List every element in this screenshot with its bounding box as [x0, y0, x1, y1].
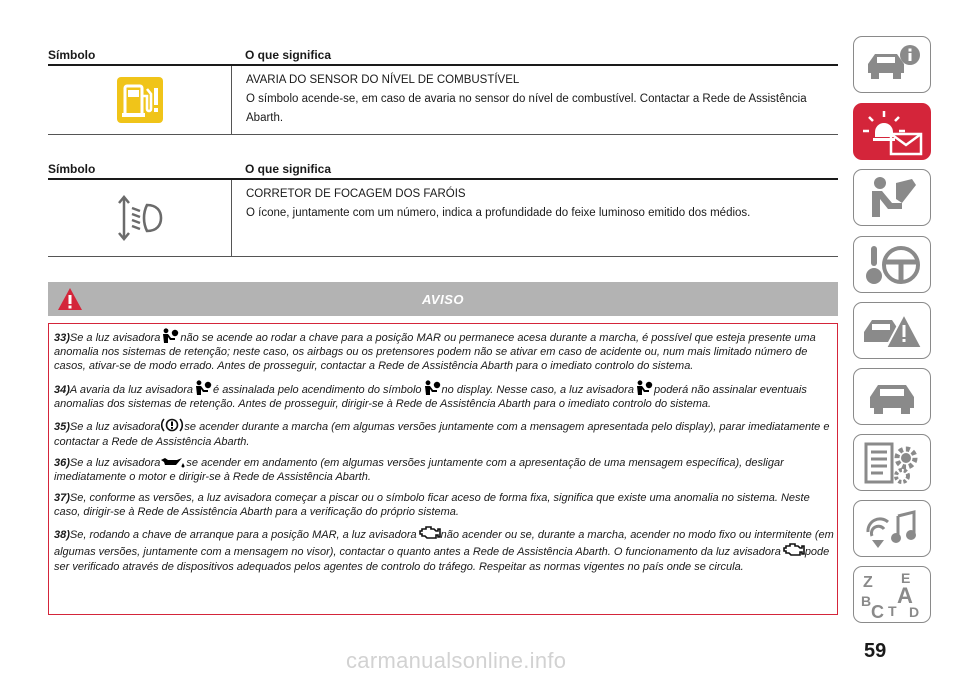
side-tab-maintenance[interactable]: [853, 368, 931, 425]
note-37: 37)Se, conforme as versões, a luz avisadora começar a piscar ou o símbolo ficar aceso de forma fixa, significa que existe uma anomalia no sistema. Neste caso, dirigir-se à Rede de Assistência Abarth para a verificação do próprio sistema.: [54, 491, 810, 518]
car-maintenance-icon: [860, 374, 924, 420]
table-header: [48, 156, 838, 178]
header-symbol: Símbolo: [48, 48, 96, 62]
table-header: [48, 42, 838, 64]
note-number: 36): [54, 456, 70, 469]
car-info-icon: [860, 43, 924, 87]
car-emergency-icon: [860, 308, 924, 354]
note-36: 36)Se a luz avisadora se acender em andamento (em algumas versões juntamente com a apresentação de uma mensagem específica), desligar imediatamente o motor e dirigir-se à Rede de Assistência Abarth.: [54, 456, 784, 484]
table-row: [48, 180, 838, 257]
index-letter: E: [901, 569, 911, 586]
airbag-warning-icon: [193, 380, 213, 396]
side-tab-technical-data[interactable]: [853, 434, 931, 491]
key-steering-wheel-icon: [860, 242, 924, 288]
index-letter: A: [897, 582, 913, 608]
page-number: 59: [864, 640, 887, 662]
symbol-table-headlight: [48, 156, 838, 257]
symbol-description: O ícone, juntamente com um número, indica a profundidade do feixe luminoso emitido dos médios.: [246, 207, 751, 219]
side-tab-emergency[interactable]: [853, 302, 931, 359]
symbol-cell: [48, 66, 232, 134]
note-34: 34)A avaria da luz avisadora é assinalada pelo acendimento do símbolo no display. Nesse caso, a luz avisadora poderá não assinalar eventuais anomalias dos sistemas de retenção. Antes de prosseguir, dirigir-se à Rede de Assistência Abarth para o imediato controlo do sistema.: [54, 380, 834, 411]
symbol-table-fuel: [48, 42, 838, 135]
meaning-cell: [232, 180, 838, 256]
header-meaning: O que significa: [245, 162, 332, 176]
index-letter: T: [888, 602, 897, 619]
fuel-level-sensor-fault-icon: [116, 76, 164, 124]
symbol-description: O símbolo acende-se, em caso de avaria no sensor do nível de combustível. Contactar a Rede de Assistência Abarth.: [246, 93, 807, 124]
seat-airbag-icon: [862, 175, 922, 221]
header-meaning: O que significa: [245, 48, 332, 62]
header-symbol: Símbolo: [48, 162, 96, 176]
index-letters-icon: [857, 570, 927, 620]
index-letter: Z: [863, 573, 873, 591]
warning-header: [48, 282, 838, 316]
side-tab-car-info[interactable]: [853, 36, 931, 93]
warning-triangle-icon: [57, 286, 83, 312]
note-number: 33): [54, 332, 70, 344]
symbol-title: AVARIA DO SENSOR DO NÍVEL DE COMBUSTÍVEL: [246, 74, 520, 86]
technical-data-gears-icon: [860, 440, 924, 486]
side-tab-warning-lights[interactable]: [853, 103, 931, 160]
brake-warning-icon: [160, 417, 184, 433]
side-tab-safety[interactable]: [853, 169, 931, 226]
multimedia-icon: [860, 506, 924, 552]
symbol-title: CORRETOR DE FOCAGEM DOS FARÓIS: [246, 188, 466, 200]
engine-warning-icon: [417, 525, 441, 541]
index-letter: C: [871, 601, 884, 620]
warning-notes: [54, 328, 834, 580]
meaning-cell: [232, 66, 838, 134]
airbag-warning-icon: [160, 328, 180, 344]
side-tab-multimedia[interactable]: [853, 500, 931, 557]
oil-pressure-warning-icon: [160, 455, 186, 469]
note-38: 38)Se, rodando a chave de arranque para a posição MAR, a luz avisadora não acender ou se, durante a marcha, acender no modo fixo ou intermitente (em algumas versões, juntamente com a mensagem no visor), contactar o quanto antes a Rede de Assistência Abarth. O funcionamento da luz avisadora pode ser verificado através de dispositivos adequados pelos agentes de controlo do tráfego. Respeitar as normas vigentes no país onde se circula.: [54, 525, 834, 574]
warning-title: AVISO: [422, 291, 464, 307]
note-number: 38): [54, 529, 70, 542]
side-tab-index[interactable]: [853, 566, 931, 623]
index-letter: D: [909, 603, 920, 620]
note-number: 34): [54, 383, 70, 396]
airbag-warning-icon: [422, 380, 442, 396]
note-35: 35)Se a luz avisadora se acender durante a marcha (em algumas versões juntamente com a mensagem apresentada pelo display), parar imediatamente e contactar a Rede de Assistência Abarth.: [54, 417, 834, 448]
warning-lights-message-icon: [857, 107, 927, 157]
headlight-leveling-icon: [116, 193, 164, 243]
table-row: [48, 66, 838, 135]
note-number: 35): [54, 421, 70, 434]
note-33: 33)Se a luz avisadora não se acende ao rodar a chave para a posição MAR ou permanece acesa durante a marcha, é possível que esteja presente uma anomalia nos sistemas de retenção; neste caso, os airbags ou os pretensores podem não se ativar em caso de acidente ou, num mais limitado número de casos, ativar-se de modo errado. Antes de prosseguir, contactar a Rede de Assistência Abarth para o imediato controlo do sistema.: [54, 328, 834, 374]
side-tab-starting-driving[interactable]: [853, 236, 931, 293]
engine-warning-icon: [781, 542, 805, 558]
watermark: carmanualsonline.info: [346, 648, 567, 673]
index-letter: B: [861, 592, 872, 609]
symbol-cell: [48, 180, 232, 256]
airbag-warning-icon: [634, 380, 654, 396]
note-number: 37): [54, 491, 70, 504]
